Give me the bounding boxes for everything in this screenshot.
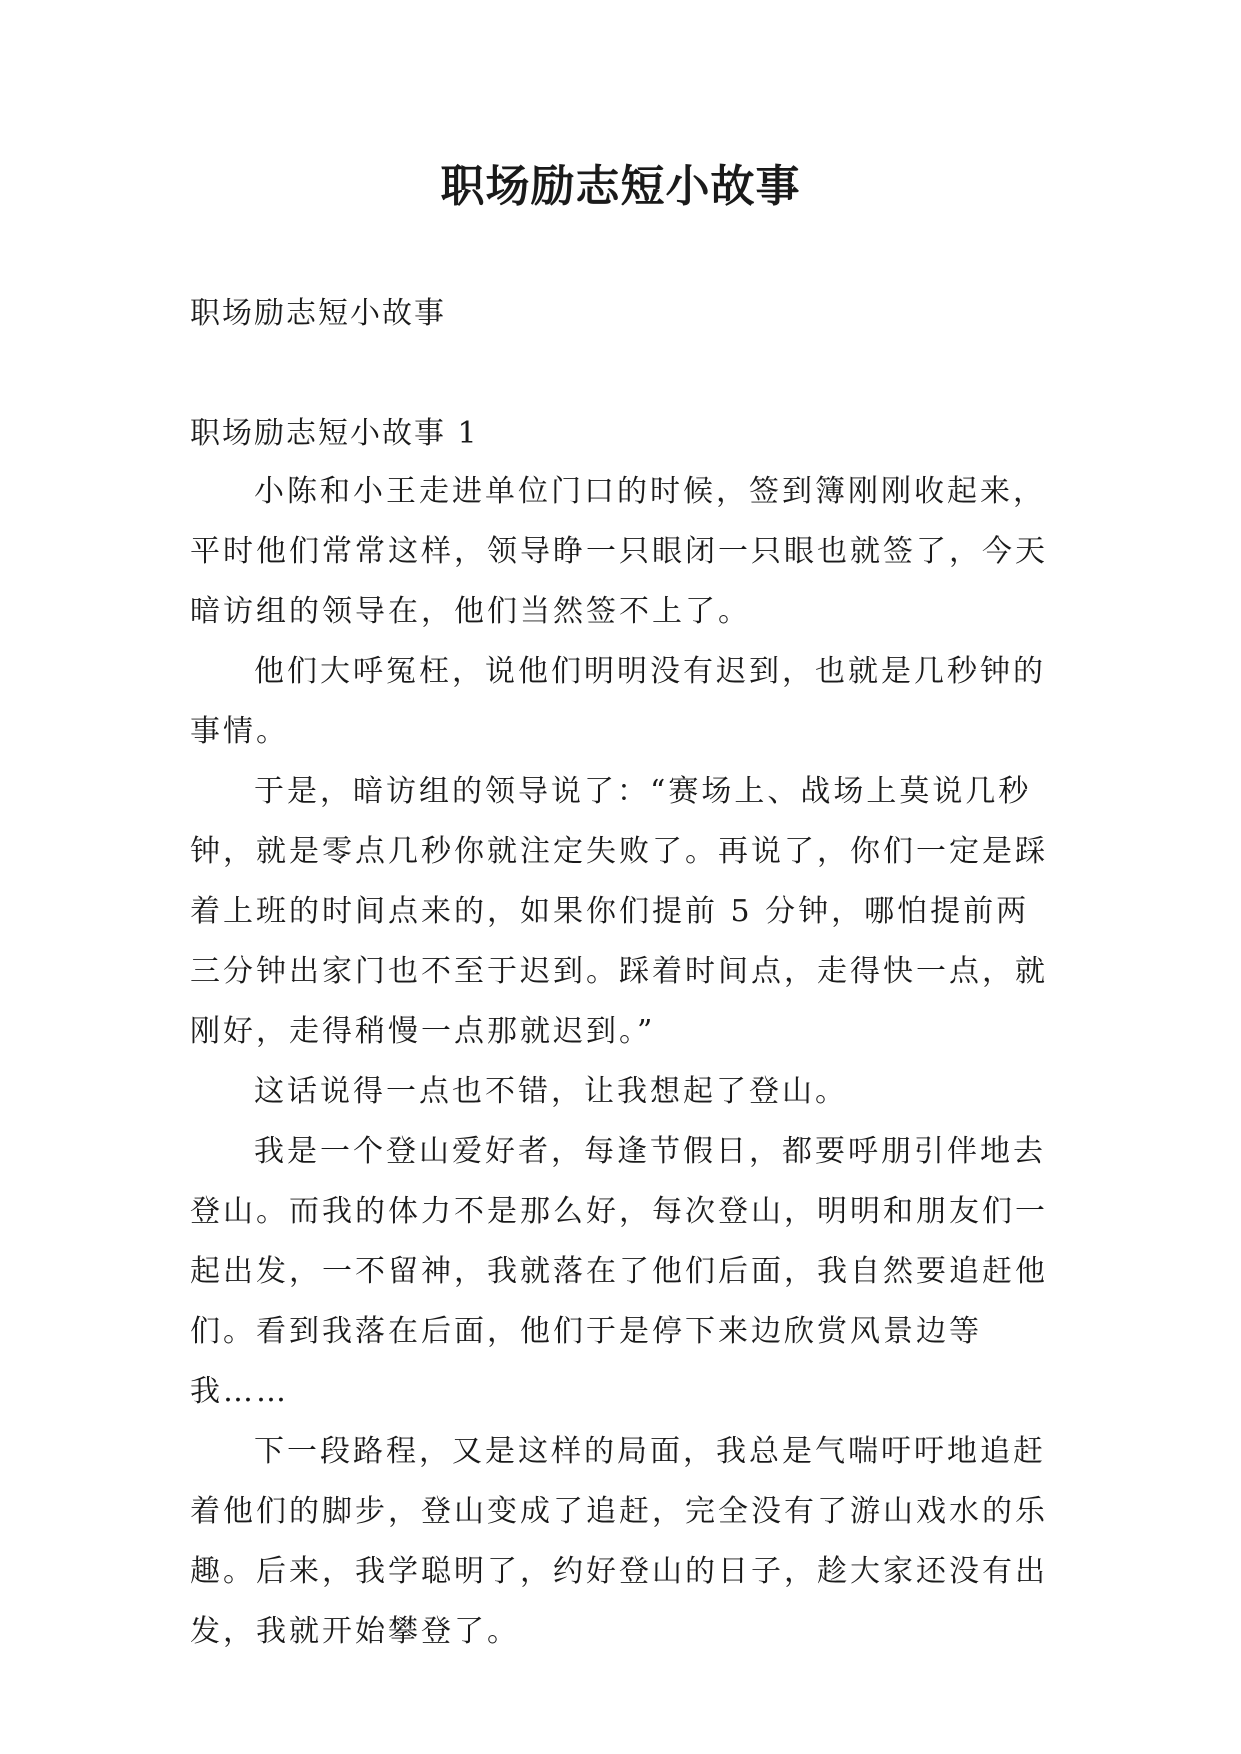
paragraph: 小陈和小王走进单位门口的时候，签到簿刚刚收起来，平时他们常常这样，领导睁一只眼闭一只眼也就签了，今天暗访组的领导在，他们当然签不上了。 xyxy=(190,474,1048,629)
section-heading: 职场励志短小故事 1 xyxy=(190,416,479,451)
paragraph: 下一段路程，又是这样的局面，我总是气喘吁吁地追赶着他们的脚步，登山变成了追赶，完全没有了游山戏水的乐趣。后来，我学聪明了，约好登山的日子，趁大家还没有出发，我就开始攀登了。 xyxy=(190,1434,1048,1649)
paragraph: 这话说得一点也不错，让我想起了登山。 xyxy=(254,1074,848,1109)
document-title: 职场励志短小故事 xyxy=(440,161,801,212)
paragraph: 于是，暗访组的领导说了：“赛场上、战场上莫说几秒钟，就是零点几秒你就注定失败了。再说了，你们一定是踩着上班的时间点来的，如果你们提前 5 分钟，哪怕提前两三分钟出家门也不至于迟到。踩着时间点，走得快一点，就刚好，走得稍慢一点那就迟到。” xyxy=(190,774,1048,1049)
story-body xyxy=(190,462,1052,1662)
document-subtitle: 职场励志短小故事 xyxy=(190,296,446,331)
paragraph: 我是一个登山爱好者，每逢节假日，都要呼朋引伴地去登山。而我的体力不是那么好，每次登山，明明和朋友们一起出发，一不留神，我就落在了他们后面，我自然要追赶他们。看到我落在后面，他们于是停下来边欣赏风景边等我…… xyxy=(190,1134,1048,1409)
paragraph: 他们大呼冤枉，说他们明明没有迟到，也就是几秒钟的事情。 xyxy=(190,654,1046,749)
